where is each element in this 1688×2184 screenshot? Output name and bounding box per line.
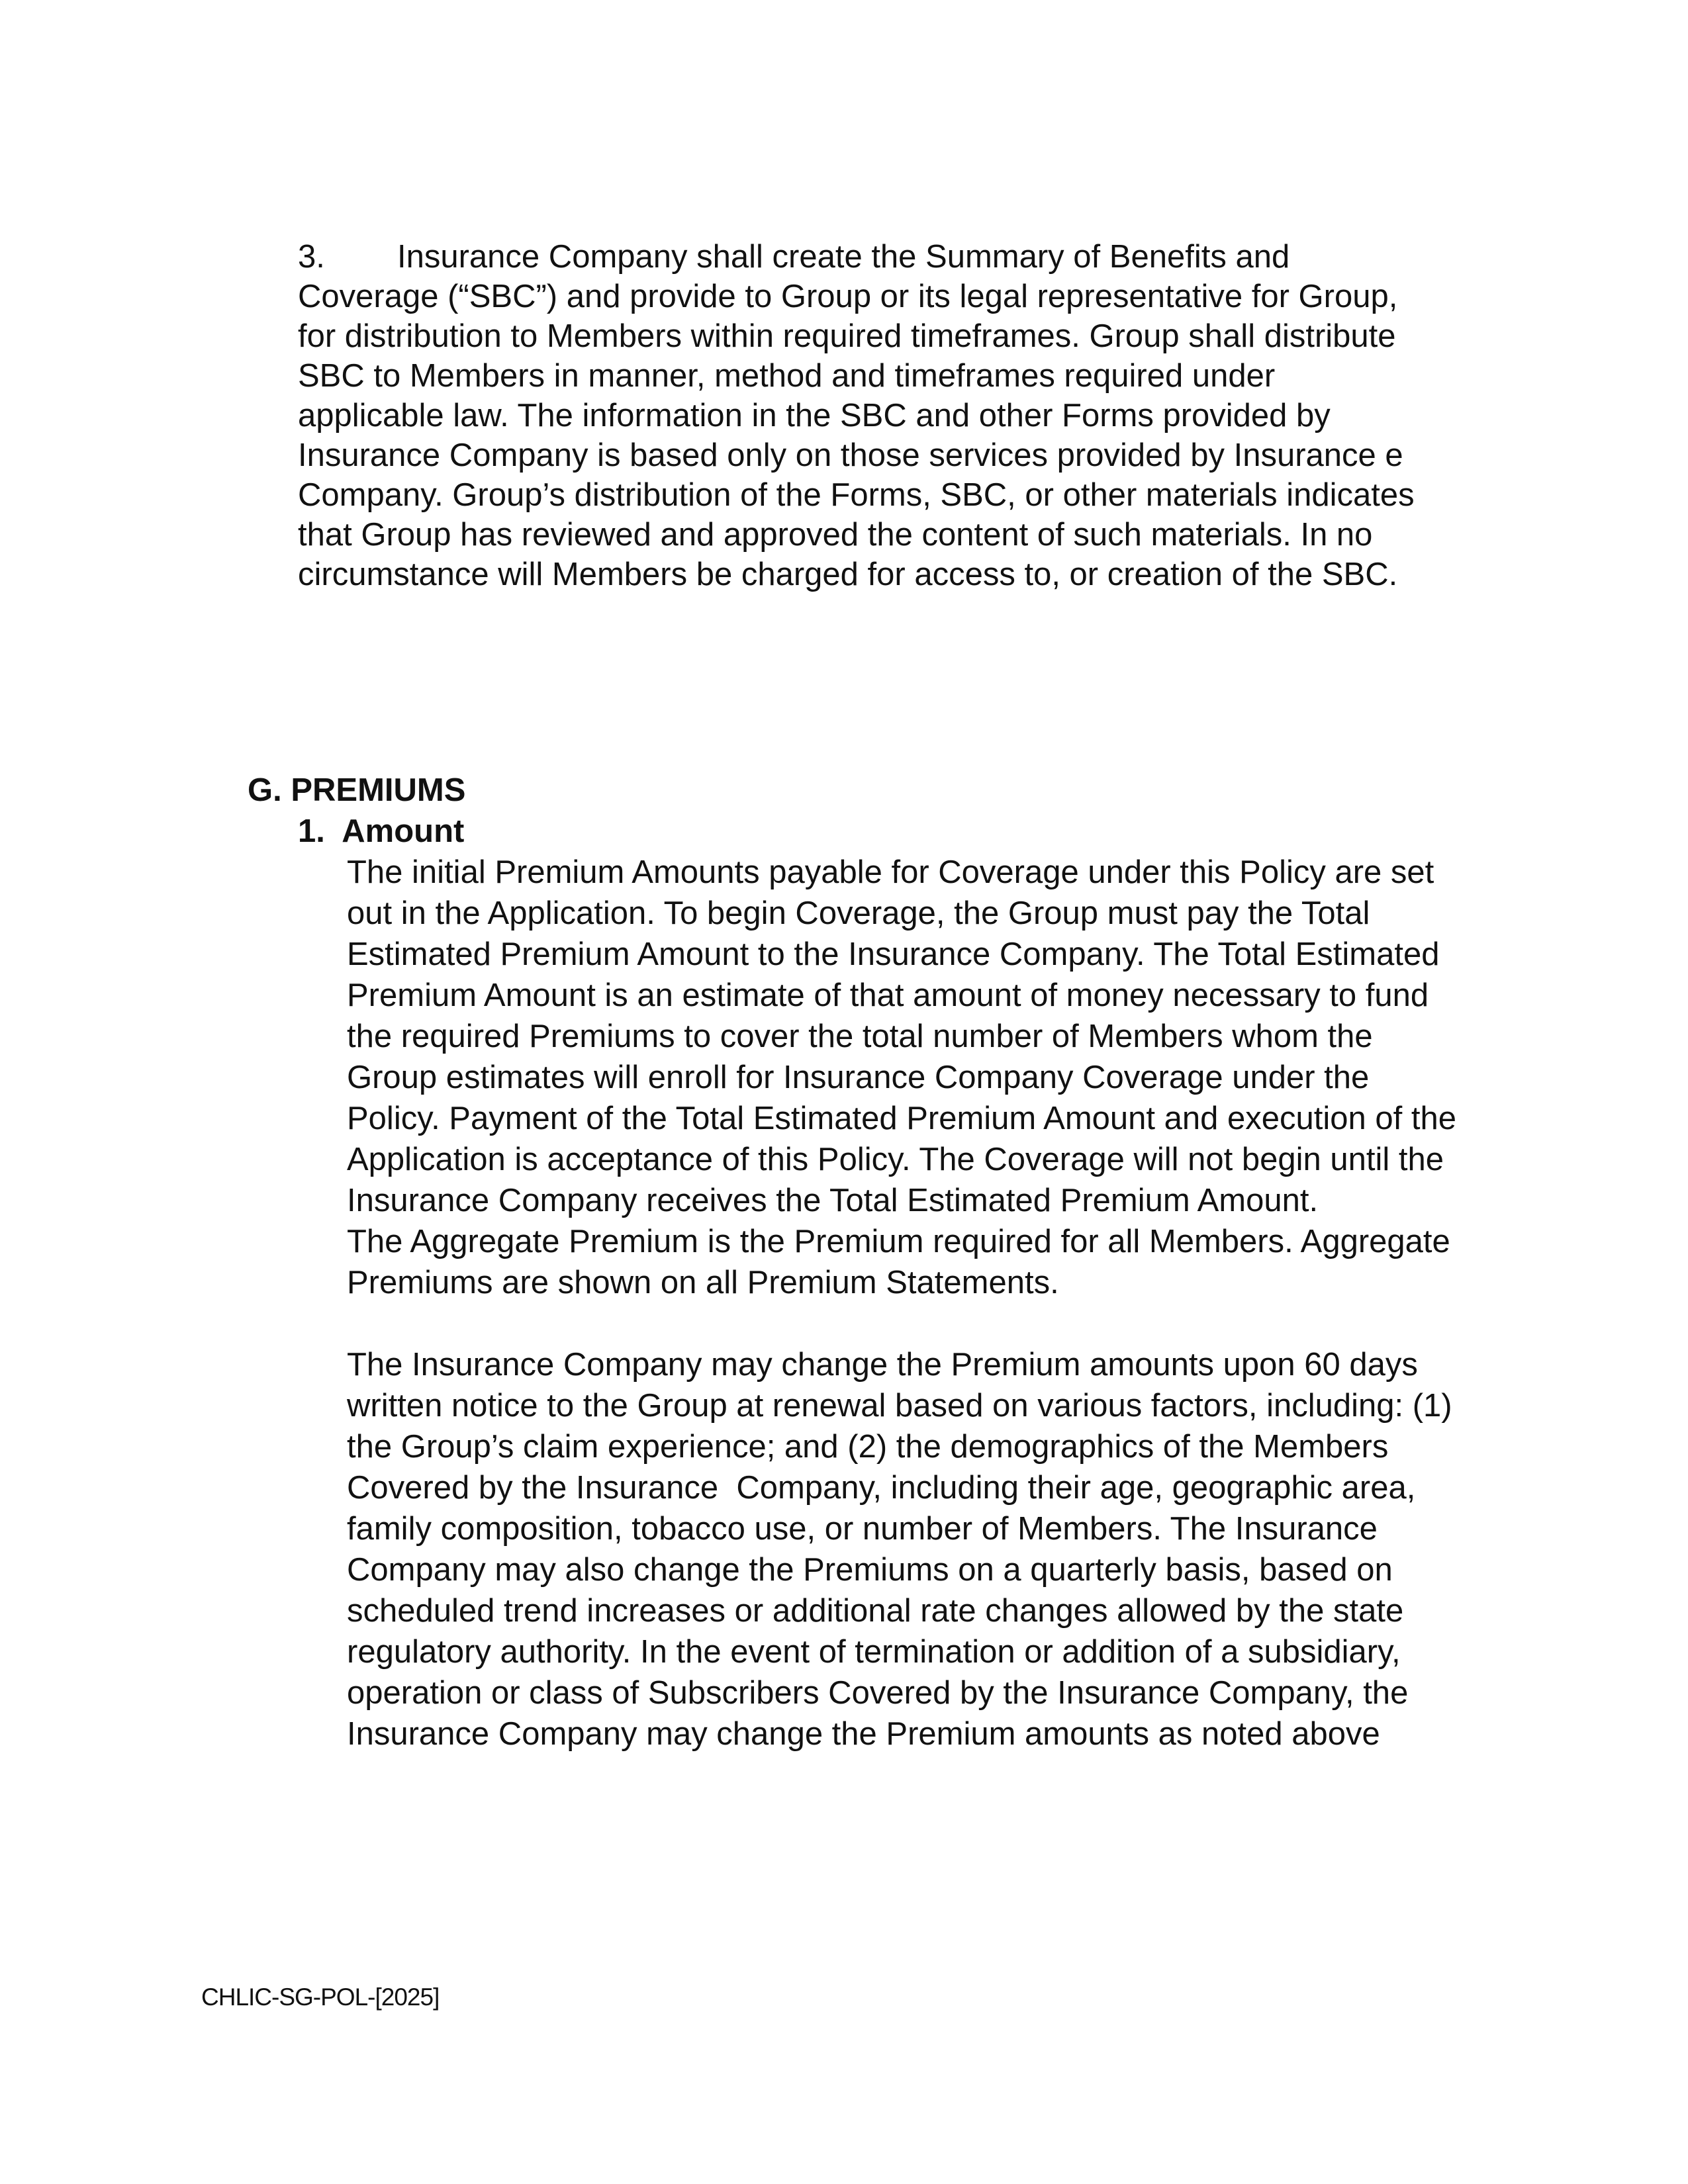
amount-p1-line-3: Estimated Premium Amount to the Insurance Company. The Total Estimated <box>347 936 1440 972</box>
section-3-line-8: that Group has reviewed and approved the content of such materials. In no <box>298 517 1373 553</box>
amount-p2-line-1: The Insurance Company may change the Premium amounts upon 60 days <box>347 1347 1418 1383</box>
amount-p2-line-10: Insurance Company may change the Premium amounts as noted above <box>347 1716 1380 1752</box>
amount-p2-line-3: the Group’s claim experience; and (2) the demographics of the Members <box>347 1429 1389 1465</box>
section-3-line-5: applicable law. The information in the SBC and other Forms provided by <box>298 398 1331 433</box>
subsection-1-number: 1. <box>298 813 325 849</box>
amount-p1-line-6: Group estimates will enroll for Insurance Company Coverage under the <box>347 1060 1370 1095</box>
footer-document-code: CHLIC-SG-POL-[2025] <box>201 1983 440 2011</box>
section-3-line-2: Coverage (“SBC”) and provide to Group or its legal representative for Group, <box>298 279 1398 314</box>
section-3-line-9: circumstance will Members be charged for access to, or creation of the SBC. <box>298 557 1398 592</box>
section-g-title: PREMIUMS <box>291 772 466 808</box>
amount-p2-line-8: regulatory authority. In the event of termination or addition of a subsidiary, <box>347 1634 1401 1670</box>
amount-p1-line-5: the required Premiums to cover the total number of Members whom the <box>347 1019 1373 1054</box>
amount-p2-line-5: family composition, tobacco use, or number of Members. The Insurance <box>347 1511 1378 1547</box>
amount-p1-line-1: The initial Premium Amounts payable for Coverage under this Policy are set <box>347 854 1434 890</box>
amount-p1-line-11: Premiums are shown on all Premium Statements. <box>347 1265 1059 1300</box>
subsection-1-heading <box>298 811 464 851</box>
amount-p1-line-4: Premium Amount is an estimate of that amount of money necessary to fund <box>347 978 1429 1013</box>
subsection-1-title: Amount <box>342 813 465 849</box>
section-3-line-7: Company. Group’s distribution of the Forms, SBC, or other materials indicates <box>298 477 1415 513</box>
amount-p1-line-7: Policy. Payment of the Total Estimated Premium Amount and execution of the <box>347 1101 1456 1136</box>
section-3-number: 3. <box>298 239 325 275</box>
section-g-heading <box>248 770 465 810</box>
section-3-line-6: Insurance Company is based only on those services provided by Insurance e <box>298 437 1403 473</box>
amount-p2-line-4: Covered by the Insurance Company, including their age, geographic area, <box>347 1470 1416 1506</box>
amount-p1-line-8: Application is acceptance of this Policy. The Coverage will not begin until the <box>347 1142 1444 1177</box>
section-3-line-4: SBC to Members in manner, method and timeframes required under <box>298 358 1276 394</box>
amount-p1-line-9: Insurance Company receives the Total Estimated Premium Amount. <box>347 1183 1319 1218</box>
amount-p2-line-7: scheduled trend increases or additional rate changes allowed by the state <box>347 1593 1404 1629</box>
section-g-letter: G. <box>248 772 282 808</box>
amount-p1-line-2: out in the Application. To begin Coverage, the Group must pay the Total <box>347 895 1370 931</box>
amount-p2-line-2: written notice to the Group at renewal based on various factors, including: (1) <box>347 1388 1452 1424</box>
section-3-line-1-text: Insurance Company shall create the Summary of Benefits and <box>397 239 1290 275</box>
amount-p2-line-9: operation or class of Subscribers Covered by the Insurance Company, the <box>347 1675 1409 1711</box>
amount-p2-line-6: Company may also change the Premiums on a quarterly basis, based on <box>347 1552 1393 1588</box>
section-3-line-3: for distribution to Members within required timeframes. Group shall distribute <box>298 318 1396 354</box>
section-3-line-1 <box>298 237 1289 277</box>
amount-p1-line-10: The Aggregate Premium is the Premium required for all Members. Aggregate <box>347 1224 1450 1259</box>
